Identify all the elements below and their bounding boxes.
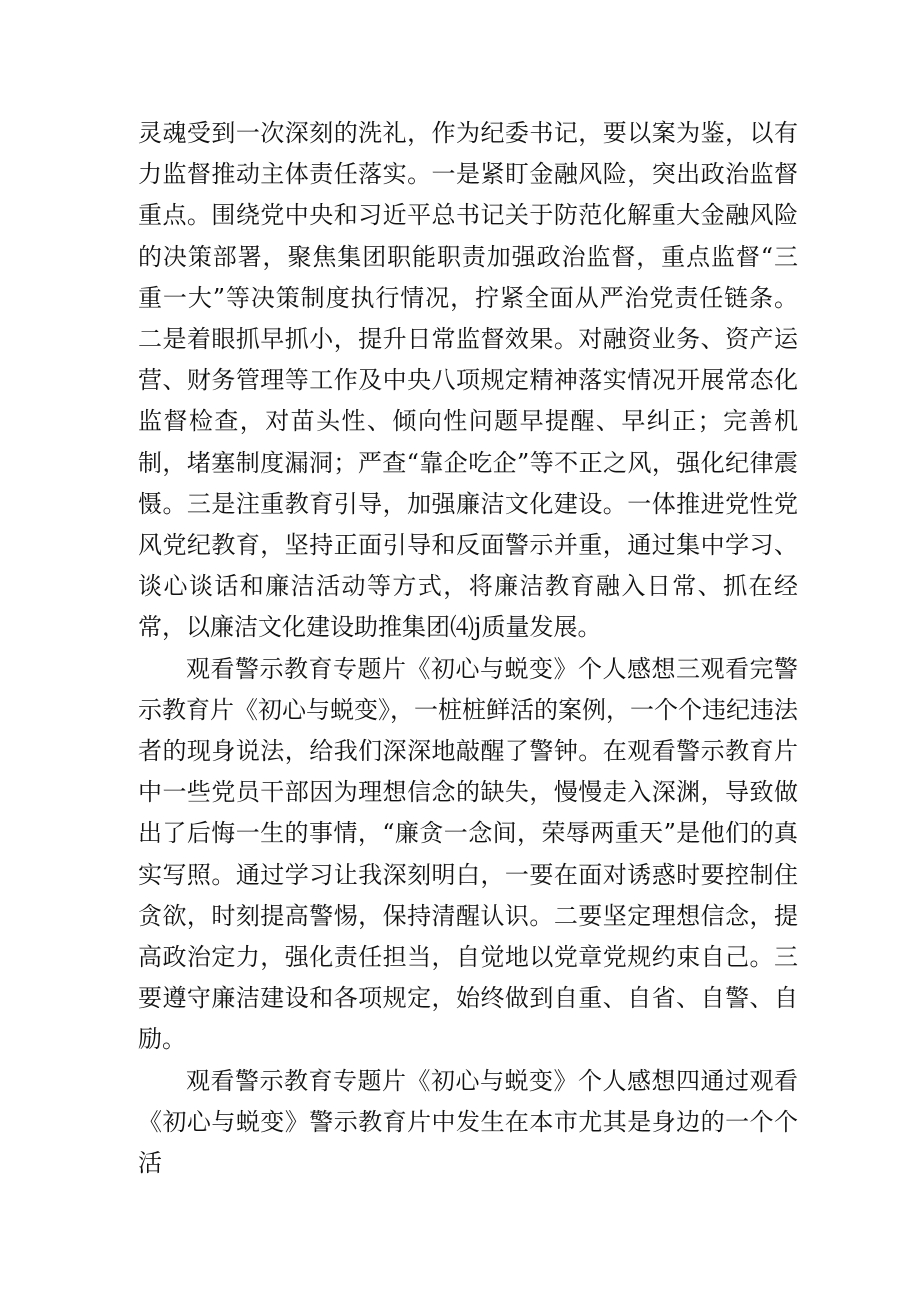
paragraph-1: 灵魂受到一次深刻的洗礼，作为纪委书记，要以案为鉴，以有力监督推动主体责任落实。一是紧盯金融风险，突出政治监督重点。围绕党中央和习近平总书记关于防范化解重大金融风险的决策部署，聚焦集团职能职责加强政治监督，重点监督“三重一大”等决策制度执行情况，拧紧全面从严治党责任链条。二是着眼抓早抓小，提升日常监督效果。对融资业务、资产运营、财务管理等工作及中央八项规定精神落实情况开展常态化监督检查，对苗头性、倾向性问题早提醒、早纠正；完善机制，堵塞制度漏洞；严查“靠企吃企”等不正之风，强化纪律震慑。三是注重教育引导，加强廉洁文化建设。一体推进党性党风党纪教育，坚持正面引导和反面警示并重，通过集中学习、谈心谈话和廉洁活动等方式，将廉洁教育融入日常、抓在经常，以廉洁文化建设助推集团⑷j质量发展。 [138,119,798,642]
paragraph-2: 观看警示教育专题片《初心与蜕变》个人感想三观看完警示教育片《初心与蜕变》，一桩桩鲜活的案例，一个个违纪违法者的现身说法，给我们深深地敲醒了警钟。在观看警示教育片中一些党员干部因为理想信念的缺失，慢慢走入深渊，导致做出了后悔一生的事情，“廉贪一念间，荣辱两重天”是他们的真实写照。通过学习让我深刻明白，一要在面对诱惑时要控制住贪欲，时刻提高警惕，保持清醒认识。二要坚定理想信念，提高政治定力，强化责任担当，自觉地以党章党规约束自己。三要遵守廉洁建设和各项规定，始终做到自重、自省、自警、自励。 [138,654,798,1054]
document-body [138,113,798,1184]
paragraph-3: 观看警示教育专题片《初心与蜕变》个人感想四通过观看《初心与蜕变》警示教育片中发生在本市尤其是身边的一个个活 [138,1066,798,1178]
